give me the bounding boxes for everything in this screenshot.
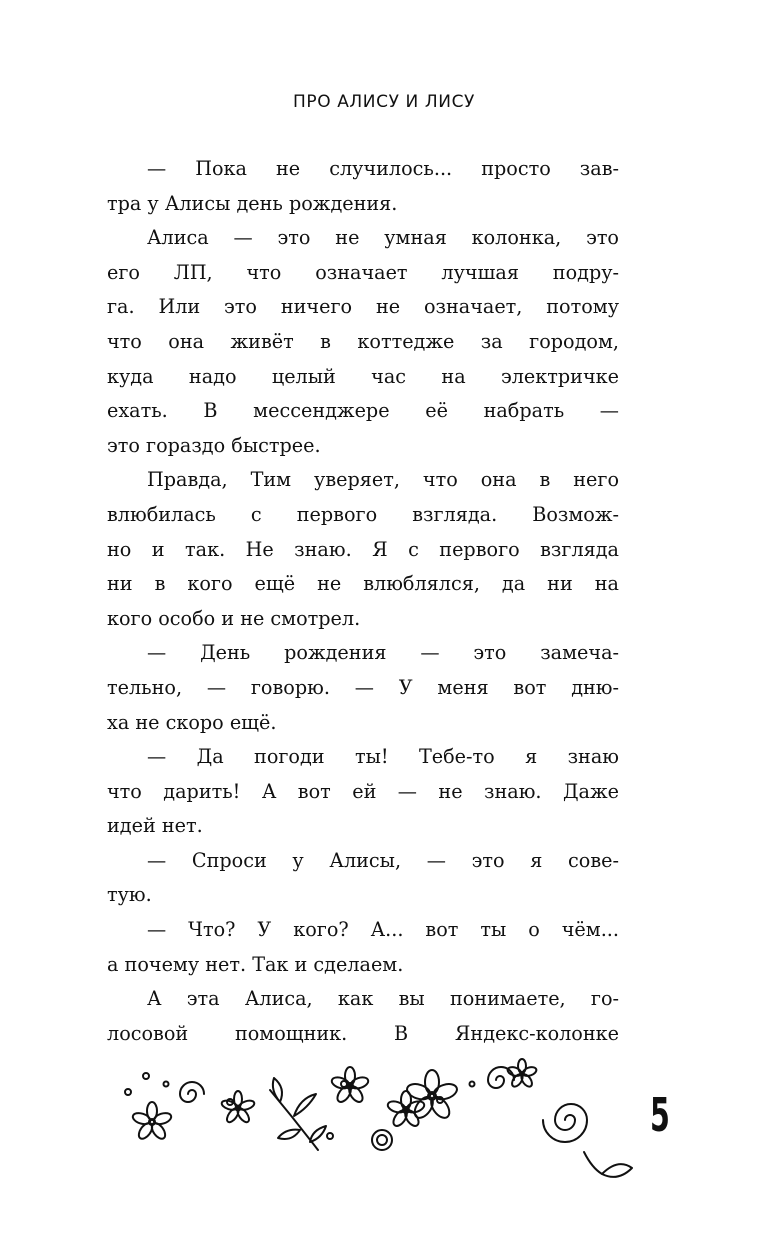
- text-line: куда надо целый час на электричке: [107, 364, 619, 388]
- text-line: — Что? У кого? А... вот ты о чём...: [147, 918, 619, 942]
- text-line: его ЛП, что означает лучшая подру-: [107, 260, 619, 284]
- text-line: — Пока не случилось... просто зав-: [147, 157, 619, 180]
- text-line: ха не скоро ещё.: [107, 710, 277, 734]
- text-line: — Спроси у Алисы, — это я сове-: [147, 848, 619, 872]
- body-text: [107, 152, 619, 1051]
- text-line: Правда, Тим уверяет, что она в него: [147, 468, 619, 492]
- running-head: ПРО АЛИСУ И ЛИСУ: [292, 92, 476, 112]
- text-line: кого особо и не смотрел.: [107, 606, 361, 630]
- text-line: ехать. В мессенджере её набрать —: [107, 399, 619, 423]
- text-line: га. Или это ничего не означает, потому: [107, 295, 619, 319]
- text-line: тельно, — говорю. — У меня вот дню-: [107, 675, 619, 699]
- text-line: тра у Алисы день рождения.: [107, 191, 398, 215]
- text-line: это гораздо быстрее.: [107, 433, 321, 457]
- text-line: тую.: [107, 883, 152, 907]
- text-line: что она живёт в коттедже за городом,: [107, 329, 619, 353]
- text-line: А эта Алиса, как вы понимаете, го-: [147, 987, 619, 1011]
- text-line: но и так. Не знаю. Я с первого взгляда: [107, 537, 619, 561]
- flower-swirl-ornament-icon: [110, 1050, 640, 1190]
- text-line: лосовой помощник. В Яндекс-колонке: [107, 1021, 619, 1045]
- text-line: Алиса — это не умная колонка, это: [147, 226, 619, 250]
- text-line: — День рождения — это замеча-: [147, 641, 619, 665]
- page-number: 5: [650, 1088, 670, 1142]
- text-line: идей нет.: [107, 814, 203, 838]
- text-line: а почему нет. Так и сделаем.: [107, 952, 404, 976]
- text-line: ни в кого ещё не влюблялся, да ни на: [107, 572, 619, 596]
- text-line: влюбилась с первого взгляда. Возмож-: [107, 502, 619, 526]
- text-line: что дарить! А вот ей — не знаю. Даже: [107, 779, 619, 803]
- text-line: — Да погоди ты! Тебе-то я знаю: [147, 745, 619, 769]
